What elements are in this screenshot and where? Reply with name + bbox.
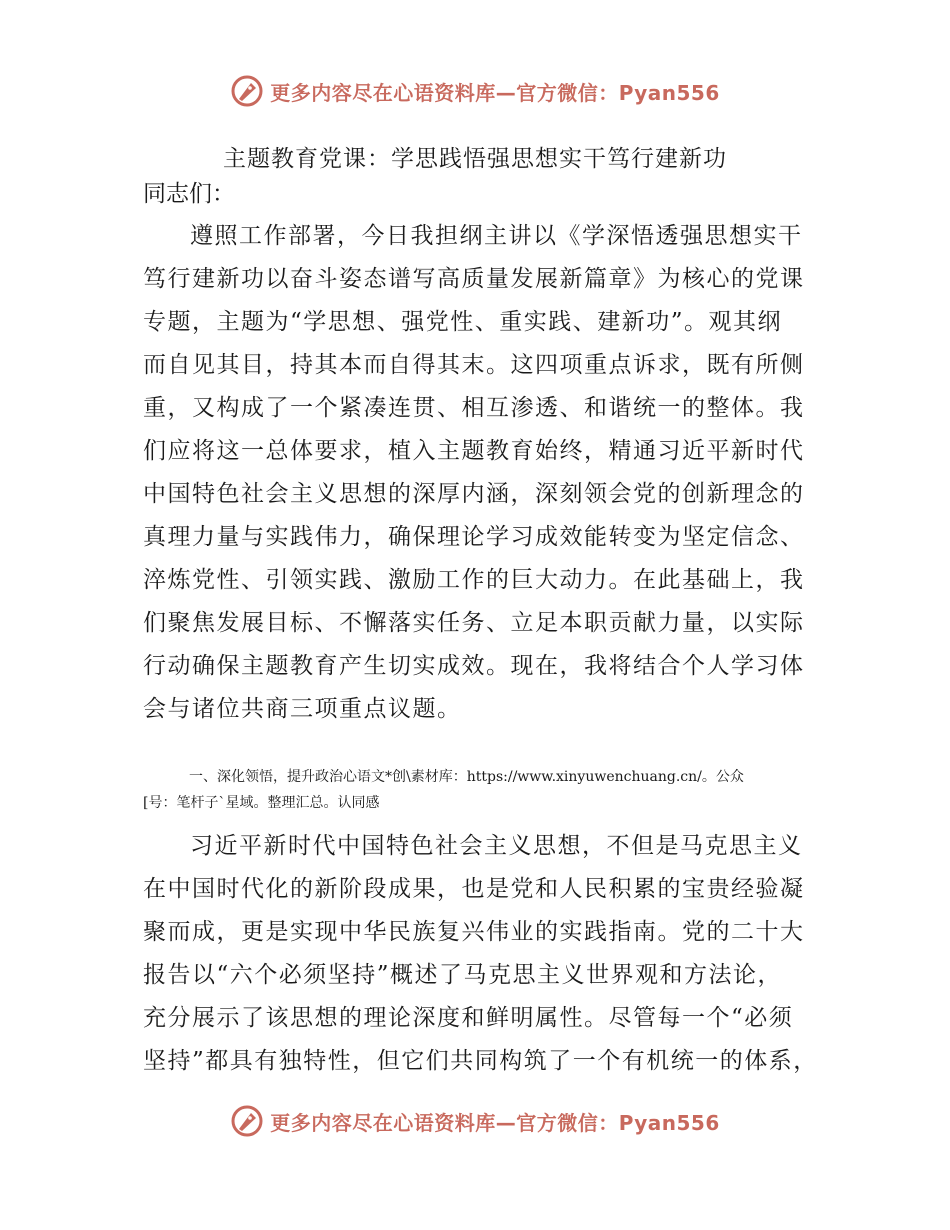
paragraph-intro <box>143 215 823 731</box>
text-line: 淬炼党性、引领实践、激励工作的巨大动力。在此基础上，我 <box>143 567 805 593</box>
text-line: 遵照工作部署，今日我担纲主讲以《学深悟透强思想实干 <box>190 223 803 249</box>
footer-watermark <box>0 1104 950 1138</box>
text-line: 们聚焦发展目标、不懈落实任务、立足本职贡献力量，以实际 <box>143 610 805 636</box>
small-text-line: [号：笔杆子`星域。整理汇总。认同感 <box>143 795 380 811</box>
watermark-text: 更多内容尽在心语资料库—官方微信：Pyan556 <box>270 80 720 105</box>
section-heading-small <box>143 764 823 816</box>
text-line: 真理力量与实践伟力，确保理论学习成效能转变为坚定信念、 <box>143 524 805 550</box>
text-line: 充分展示了该思想的理论深度和鲜明属性。尽管每一个“必须 <box>143 1005 794 1031</box>
greeting: 同志们： <box>143 181 235 207</box>
header-watermark <box>0 74 950 108</box>
text-line: 笃行建新功以奋斗姿态谱写高质量发展新篇章》为核心的党课 <box>143 266 805 292</box>
text-line: 中国特色社会主义思想的深厚内涵，深刻领会党的创新理念的 <box>143 481 805 507</box>
small-text-line: 一、深化领悟，提升政治心语文*创\素材库：https://www.xinyuwenchuang.cn/。公众 <box>189 769 744 785</box>
text-line: 而自见其目，持其本而自得其末。这四项重点诉求，既有所侧 <box>143 352 805 378</box>
paragraph-body <box>143 825 823 1083</box>
text-line: 们应将这一总体要求，植入主题教育始终，精通习近平新时代 <box>143 438 805 464</box>
watermark-text: 更多内容尽在心语资料库—官方微信：Pyan556 <box>270 1110 720 1135</box>
text-line: 聚而成，更是实现中华民族复兴伟业的实践指南。党的二十大 <box>143 919 805 945</box>
document-title: 主题教育党课：学思践悟强思想实干笃行建新功 <box>223 146 727 172</box>
fountain-pen-logo-icon <box>230 74 264 108</box>
text-line: 行动确保主题教育产生切实成效。现在，我将结合个人学习体 <box>143 653 805 679</box>
text-line: 习近平新时代中国特色社会主义思想，不但是马克思主义 <box>190 833 803 859</box>
text-line: 在中国时代化的新阶段成果，也是党和人民积累的宝贵经验凝 <box>143 876 805 902</box>
text-line: 坚持”都具有独特性，但它们共同构筑了一个有机统一的体系， <box>143 1048 818 1074</box>
text-line: 专题，主题为“学思想、强党性、重实践、建新功”。观其纲 <box>143 309 783 335</box>
text-line: 报告以“六个必须坚持”概述了马克思主义世界观和方法论， <box>143 962 783 988</box>
fountain-pen-logo-icon <box>230 1104 264 1138</box>
text-line: 会与诸位共商三项重点议题。 <box>143 696 462 722</box>
text-line: 重，又构成了一个紧凑连贯、相互渗透、和谐统一的整体。我 <box>143 395 805 421</box>
